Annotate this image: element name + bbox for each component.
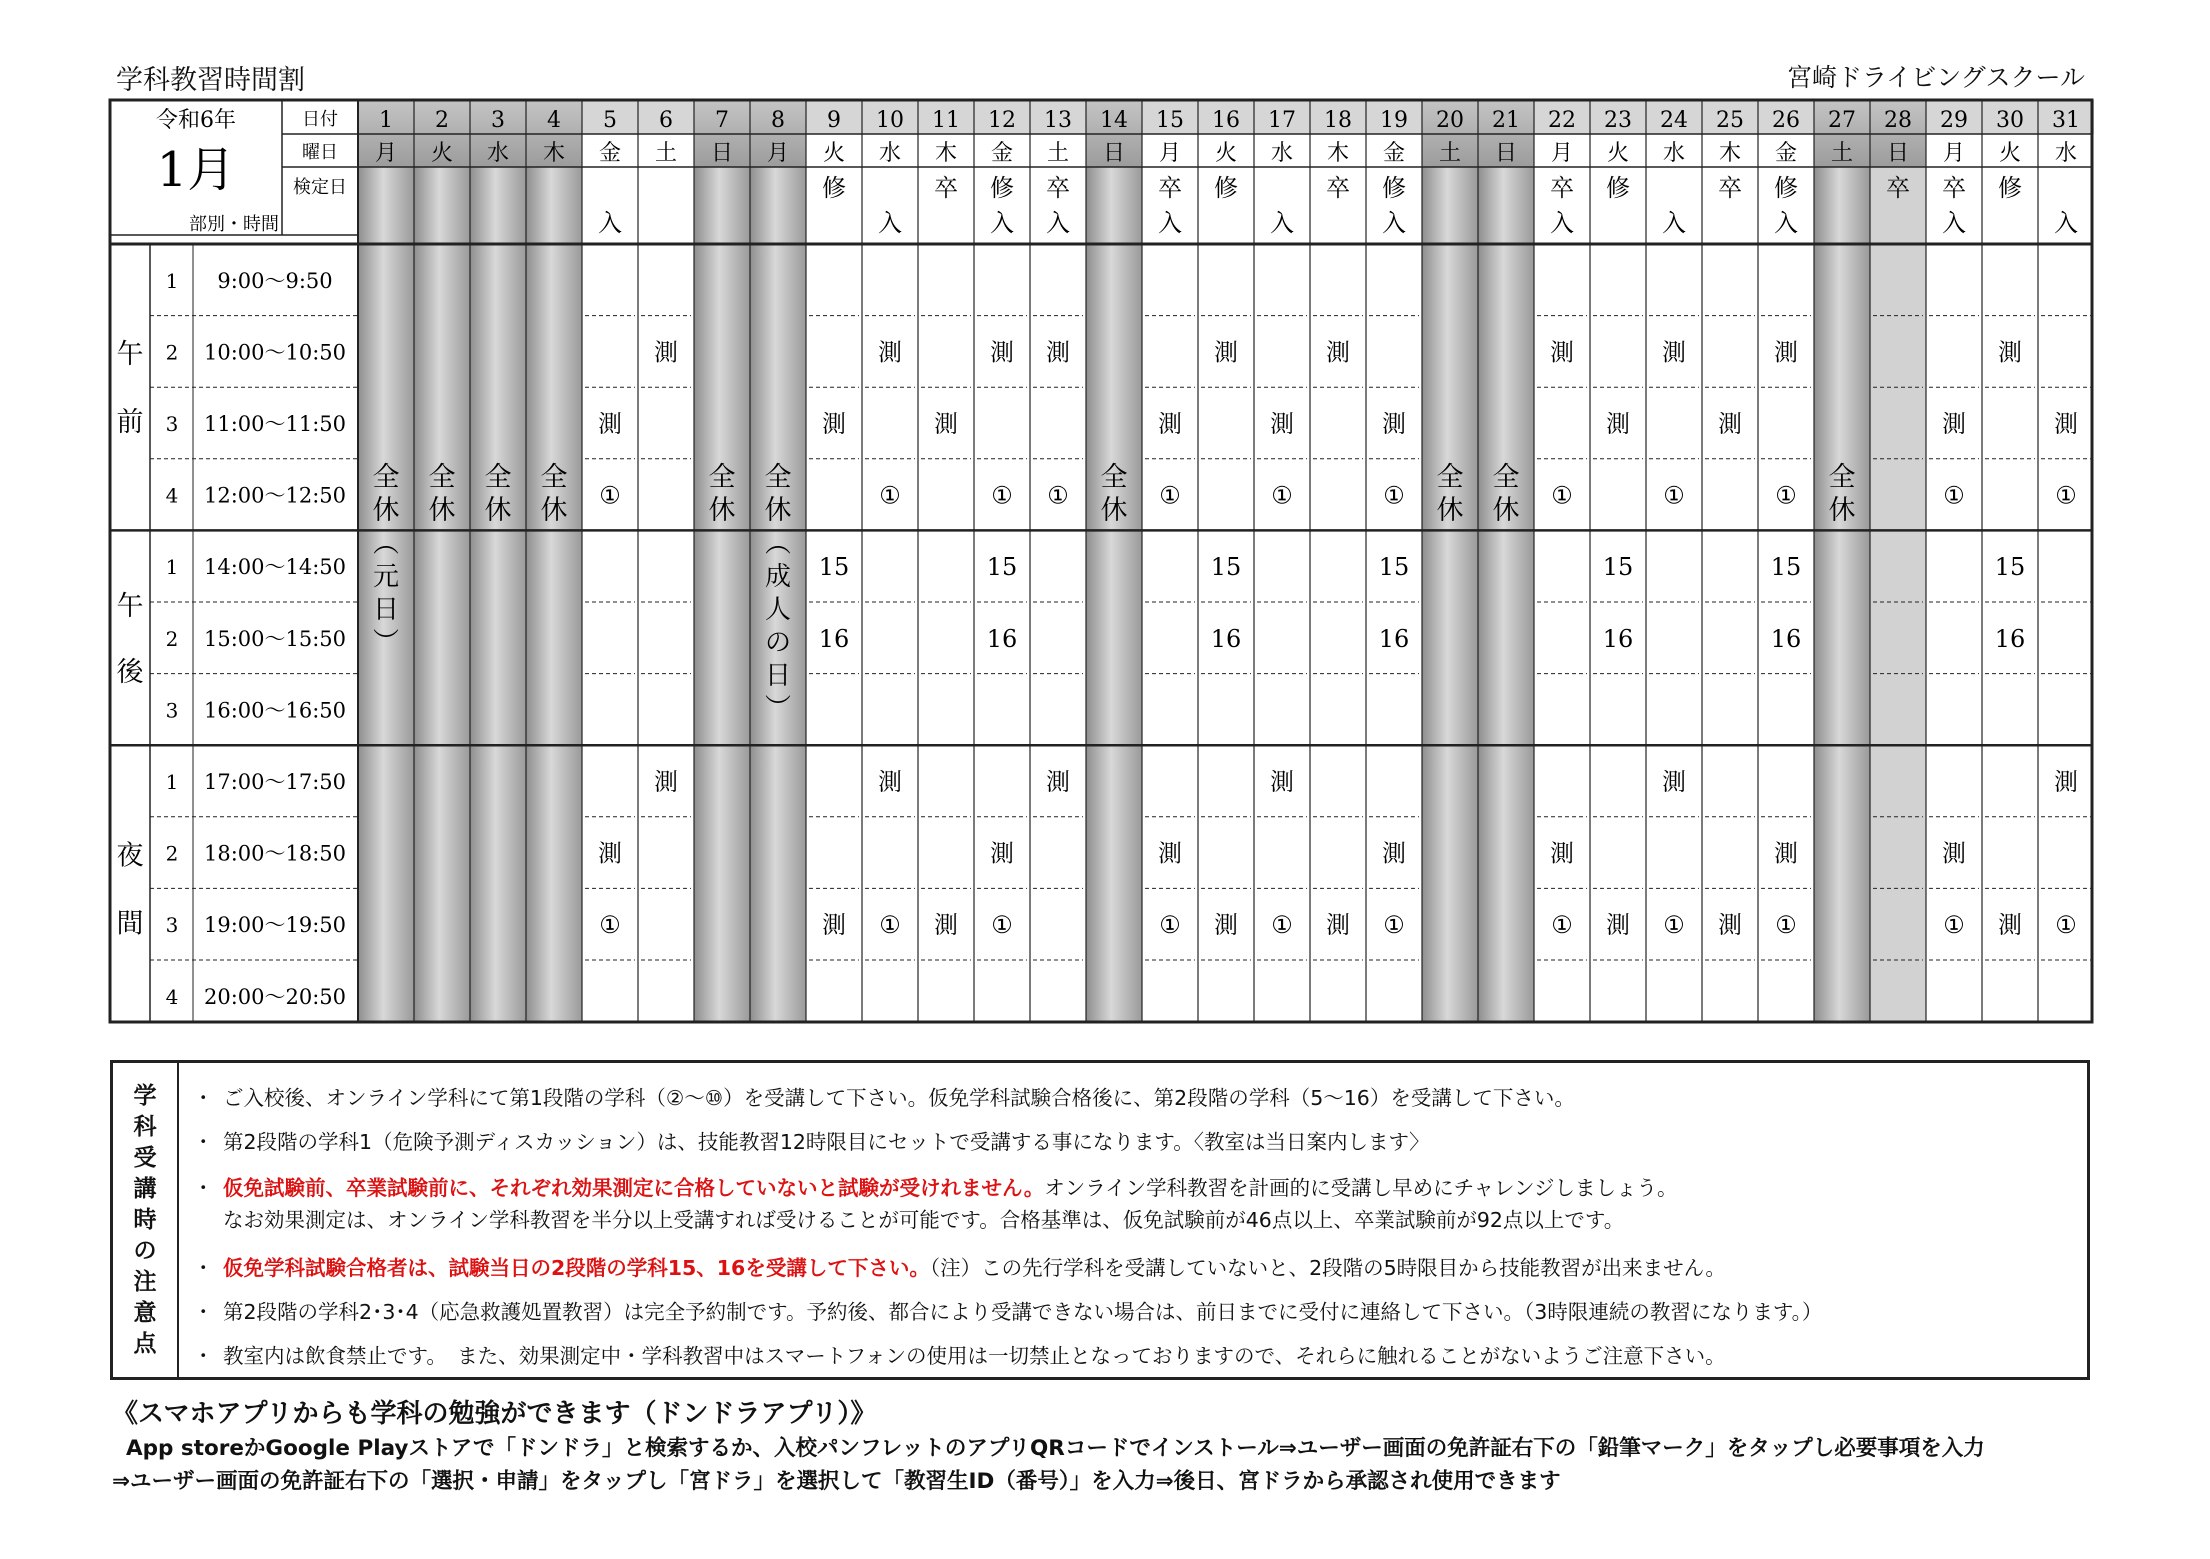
exam-mark-top: 修 [1774,174,1798,202]
era-label: 令和6年 [156,108,236,133]
period-number: 3 [165,412,179,436]
date-number: 14 [1100,108,1128,133]
note-text: なお効果測定は、オンライン学科教習を半分以上受講すれば受けることが可能です。合格基準は、仮免試験前が46点以上、卒業試験前が92点以上です。 [223,1208,1625,1232]
holiday-name-char: 元 [372,562,400,592]
closed-label-char: 全 [1828,462,1856,493]
exam-mark-bottom: 入 [2054,209,2078,237]
lesson-mark: 15 [1994,553,2026,582]
weekday-label: 金 [990,141,1014,166]
date-number: 17 [1268,108,1296,133]
exam-mark-top: 卒 [1158,174,1182,202]
notes-side-char: 時 [133,1206,157,1233]
holiday-column-shade [694,167,750,1022]
weekday-label: 月 [766,141,790,166]
lesson-mark: 測 [1046,338,1070,367]
holiday-name-char: 人 [764,595,792,625]
weekday-label: 木 [1718,141,1742,166]
lesson-mark: 測 [1942,839,1966,868]
weekday-label: 月 [1942,141,1966,166]
holiday-name-char: 日 [372,595,400,625]
lesson-mark: ① [879,481,901,510]
school-name: 宮崎ドライビングスクール [1786,63,2085,92]
weekday-label: 水 [878,141,902,166]
lesson-mark: 16 [818,624,850,653]
exam-row-label: 検定日 [293,177,347,198]
notes-side-char: 点 [133,1330,157,1357]
date-row-label: 日付 [302,109,338,130]
lesson-mark: ① [1775,911,1797,940]
lesson-mark: 測 [990,839,1014,868]
holiday-column-shade [1086,167,1142,1022]
lesson-mark: 測 [1326,911,1350,940]
lesson-mark: 測 [1214,338,1238,367]
lesson-mark: 測 [934,410,958,438]
notes-side-char: 受 [133,1144,157,1171]
lesson-mark: 15 [818,553,850,582]
period-number: 1 [165,770,179,794]
weekday-label: 月 [1550,141,1574,166]
note-bullet: ・ [193,1300,214,1324]
exam-mark-top: 卒 [1942,174,1966,202]
lesson-mark: 測 [1998,911,2022,940]
lesson-mark: 測 [1550,839,1574,868]
lesson-mark: 測 [2054,768,2078,796]
period-time: 12:00～12:50 [203,483,347,508]
holiday-name-char: ︶ [764,694,792,724]
section-name-char: 前 [116,407,144,439]
lesson-mark: ① [1271,911,1293,940]
period-number: 3 [165,913,179,938]
holiday-name-char: ︵ [372,529,400,559]
notes-side-char: 学 [133,1082,157,1109]
lesson-mark: 16 [1770,624,1802,653]
weekday-label: 火 [1606,141,1630,166]
lesson-mark: 16 [1602,624,1634,653]
note-item [193,1081,1575,1111]
lesson-mark: ① [1775,481,1797,510]
lesson-mark: ① [2055,481,2077,510]
weekday-label: 木 [1326,141,1350,166]
section-name-char: 間 [116,908,144,940]
date-number: 11 [932,108,960,133]
lesson-mark: 測 [1942,410,1966,438]
date-number: 6 [659,108,673,133]
lesson-mark: 測 [1662,338,1686,367]
weekday-label: 金 [598,141,622,166]
lesson-mark: ① [991,911,1013,940]
closed-label-char: 休 [1100,495,1128,526]
exam-mark-top: 修 [1214,174,1238,202]
lesson-mark: 測 [822,911,846,940]
lesson-mark: 16 [986,624,1018,653]
holiday-column-shade [1814,167,1870,1022]
holiday-name-char: ︵ [764,529,792,559]
holiday-column-shade [1478,167,1534,1022]
lesson-mark: 16 [1210,624,1242,653]
date-number: 28 [1884,108,1912,133]
lesson-mark: 測 [822,410,846,438]
lesson-mark: 測 [878,768,902,796]
closed-label-char: 全 [1492,462,1520,493]
notes-side-char: の [133,1237,157,1264]
lesson-mark: 測 [1326,338,1350,367]
closed-label-char: 休 [1828,495,1856,526]
date-number: 5 [603,108,617,133]
period-time: 17:00～17:50 [203,770,347,794]
lesson-mark: 測 [654,338,678,367]
month-label: 1月 [156,142,236,198]
lesson-mark: 15 [1210,553,1242,582]
weekday-row-label: 曜日 [302,142,338,163]
note-item [193,1339,1726,1369]
lesson-mark: 測 [878,338,902,367]
note-text: 第2段階の学科1（危険予測ディスカッション）は、技能教習12時限目にセットで受講する事になります。〈教室は当日案内します〉 [223,1130,1430,1154]
lesson-mark: 測 [598,410,622,438]
lesson-mark: 15 [1602,553,1634,582]
lesson-mark: ① [1551,481,1573,510]
date-number: 27 [1828,108,1856,133]
lesson-mark: ① [1159,481,1181,510]
lesson-mark: 測 [1158,839,1182,868]
date-number: 22 [1548,108,1576,133]
holiday-column-shade [470,167,526,1022]
period-number: 2 [165,626,179,651]
weekday-label: 土 [654,141,678,166]
date-number: 21 [1492,108,1520,133]
note-warning-text: 仮免学科試験合格者は、試験当日の2段階の学科15、16を受講して下さい。 [223,1256,930,1280]
weekday-label: 火 [822,141,846,166]
period-time: 15:00～15:50 [203,626,347,651]
exam-mark-top: 修 [990,174,1014,202]
lesson-mark: 測 [1214,911,1238,940]
note-warning-text: 仮免試験前、卒業試験前に、それぞれ効果測定に合格していないと試験が受けれません。 [223,1176,1045,1200]
app-title: 《スマホアプリからも学科の勉強ができます（ドンドラアプリ）》 [112,1399,877,1429]
period-time: 14:00～14:50 [203,555,347,580]
lesson-mark: 測 [1606,410,1630,438]
closed-label-char: 休 [428,495,456,526]
weekday-label: 水 [1662,141,1686,166]
page-title: 学科教習時間割 [116,65,305,96]
weekday-label: 火 [430,141,454,166]
weekday-label: 土 [1046,141,1070,166]
date-number: 12 [988,108,1016,133]
exam-mark-bottom: 入 [1662,209,1686,237]
exam-mark-top: 卒 [1550,174,1574,202]
lesson-mark: 測 [1718,410,1742,438]
exam-mark-top: 修 [1998,174,2022,202]
lesson-mark: 測 [1382,410,1406,438]
note-bullet: ・ [193,1344,214,1368]
notes-side-char: 講 [133,1175,157,1202]
date-number: 30 [1996,108,2024,133]
holiday-name-char: ︶ [372,628,400,658]
exam-mark-top: 卒 [1718,174,1742,202]
lesson-mark: 15 [1770,553,1802,582]
lesson-mark: 16 [1994,624,2026,653]
section-time-label: 部別・時間 [189,214,279,235]
note-text: 教室内は飲食禁止です。 また、効果測定中・学科教習中はスマートフォンの使用は一切禁止となっておりますので、それらに触れることがないようご注意下さい。 [223,1344,1726,1368]
note-text: 第2段階の学科2･3･4（応急救護処置教習）は完全予約制です。予約後、都合により受講できない場合は、前日までに受付に連絡して下さい。（3時限連続の教習になります。） [223,1300,1823,1324]
lesson-mark: ① [2055,911,2077,940]
period-time: 11:00～11:50 [203,412,347,436]
closed-label-char: 全 [764,462,792,493]
app-instruction-line-2: ⇒ユーザー画面の免許証右下の「選択・申請」をタップし「宮ドラ」を選択して「教習生ID（番号）」を入力⇒後日、宮ドラから承認され使用できます [112,1469,1561,1494]
notes-side-title [113,1063,179,1377]
lesson-mark: 測 [990,338,1014,367]
lesson-mark: ① [1663,911,1685,940]
exam-mark-bottom: 入 [1158,209,1182,237]
lesson-mark: 測 [2054,410,2078,438]
exam-mark-top: 卒 [1326,174,1350,202]
period-number: 2 [165,340,179,365]
date-number: 20 [1436,108,1464,133]
weekday-label: 土 [1830,141,1854,166]
section-name-char: 午 [116,339,144,371]
period-time: 20:00～20:50 [203,984,347,1009]
closed-label-char: 休 [1492,495,1520,526]
closed-label-char: 休 [372,495,400,526]
lesson-mark: 15 [1378,553,1410,582]
closed-label-char: 休 [708,495,736,526]
exam-mark-bottom: 入 [1942,209,1966,237]
lesson-mark: 測 [598,839,622,868]
date-number: 4 [547,108,561,133]
lesson-mark: ① [1383,911,1405,940]
lesson-mark: 測 [654,768,678,796]
date-number: 19 [1380,108,1408,133]
section-name-char: 夜 [116,840,144,872]
weekday-label: 日 [710,141,734,166]
period-number: 1 [165,555,179,580]
holiday-name-char: 成 [764,562,792,592]
closed-label-char: 全 [540,462,568,493]
lesson-mark: 測 [1998,338,2022,367]
weekday-label: 日 [1494,141,1518,166]
section-name-char: 後 [116,656,144,688]
exam-mark-top: 卒 [934,174,958,202]
app-instruction-line-1: App storeかGoogle Playストアで「ドンドラ」と検索するか、入校パンフレットのアプリQRコードでインストール⇒ユーザー画面の免許証右下の「鉛筆マーク」をタップし必要事項を入力 [126,1436,1985,1461]
weekday-label: 月 [374,141,398,166]
lesson-mark: 測 [1382,839,1406,868]
period-time: 16:00～16:50 [203,698,347,723]
date-number: 16 [1212,108,1240,133]
holiday-name-char: の [764,628,792,658]
closed-label-char: 全 [372,462,400,493]
note-item [193,1171,1677,1201]
holiday-column-shade [414,167,470,1022]
lesson-mark: 測 [1774,839,1798,868]
note-text: オンライン学科教習を計画的に受講し早めにチャレンジしましょう。 [1044,1176,1678,1200]
lesson-mark: 測 [1662,768,1686,796]
date-number: 24 [1660,108,1688,133]
period-number: 2 [165,841,179,866]
weekday-label: 土 [1438,141,1462,166]
date-number: 10 [876,108,904,133]
lesson-mark: ① [1271,481,1293,510]
date-number: 13 [1044,108,1072,133]
note-bullet: ・ [193,1176,214,1200]
period-number: 4 [165,984,179,1009]
lesson-mark: ① [599,911,621,940]
lesson-mark: ① [1551,911,1573,940]
exam-mark-top: 修 [822,174,846,202]
lesson-mark: 測 [1606,911,1630,940]
note-bullet: ・ [193,1256,214,1280]
holiday-column-shade [1422,167,1478,1022]
exam-mark-bottom: 入 [990,209,1014,237]
note-item [193,1125,1430,1155]
lesson-mark: ① [879,911,901,940]
lesson-mark: 測 [1270,768,1294,796]
note-text: ご入校後、オンライン学科にて第1段階の学科（②～⑩）を受講して下さい。仮免学科試験合格後に、第2段階の学科（5～16）を受講して下さい。 [223,1086,1575,1110]
lesson-mark: 測 [1774,338,1798,367]
exam-mark-bottom: 入 [598,209,622,237]
exam-mark-top: 修 [1382,174,1406,202]
exam-mark-top: 修 [1606,174,1630,202]
weekday-label: 水 [486,141,510,166]
date-number: 18 [1324,108,1352,133]
date-number: 29 [1940,108,1968,133]
lesson-mark: ① [1663,481,1685,510]
notes-side-char: 科 [133,1113,157,1140]
weekday-label: 火 [1998,141,2022,166]
date-number: 3 [491,108,505,133]
date-number: 2 [435,108,449,133]
date-number: 9 [827,108,841,133]
section-name-char: 午 [116,590,144,622]
closed-label-char: 休 [764,495,792,526]
date-number: 26 [1772,108,1800,133]
closed-label-char: 全 [1436,462,1464,493]
date-number: 7 [715,108,729,133]
period-number: 4 [165,483,179,508]
date-number: 23 [1604,108,1632,133]
note-item [193,1251,1726,1281]
lesson-mark: 測 [1046,768,1070,796]
weekday-label: 金 [1774,141,1798,166]
lesson-mark: 測 [1270,410,1294,438]
date-number: 1 [379,108,393,133]
closed-label-char: 休 [1436,495,1464,526]
closed-label-char: 休 [540,495,568,526]
closed-label-char: 休 [484,495,512,526]
weekday-label: 日 [1886,141,1910,166]
weekday-label: 水 [1270,141,1294,166]
lesson-mark: ① [599,481,621,510]
closed-label-char: 全 [484,462,512,493]
date-number: 15 [1156,108,1184,133]
period-time: 10:00～10:50 [203,340,347,365]
exam-mark-bottom: 入 [1774,209,1798,237]
lesson-mark: 16 [1378,624,1410,653]
exam-mark-bottom: 入 [1382,209,1406,237]
shaded-column [1870,167,1926,1022]
notes-side-char: 注 [133,1268,157,1295]
note-item [193,1295,1822,1325]
lesson-mark: ① [991,481,1013,510]
date-number: 31 [2052,108,2080,133]
lesson-mark: ① [1943,911,1965,940]
period-number: 3 [165,698,179,723]
note-bullet: ・ [193,1130,214,1154]
lesson-mark: ① [1383,481,1405,510]
exam-mark-bottom: 入 [1550,209,1574,237]
lesson-mark: ① [1943,481,1965,510]
weekday-label: 水 [2054,141,2078,166]
weekday-label: 金 [1382,141,1406,166]
lesson-mark: 測 [934,911,958,940]
holiday-column-shade [526,167,582,1022]
period-time: 18:00～18:50 [203,841,347,866]
note-item [193,1203,1624,1233]
lesson-mark: ① [1047,481,1069,510]
closed-label-char: 全 [708,462,736,493]
exam-mark-top: 卒 [1046,174,1070,202]
note-bullet: ・ [193,1086,214,1110]
lesson-mark: 測 [1550,338,1574,367]
holiday-name-char: 日 [764,661,792,691]
weekday-label: 木 [542,141,566,166]
exam-mark-bottom: 入 [1270,209,1294,237]
period-time: 19:00～19:50 [203,913,347,938]
weekday-label: 木 [934,141,958,166]
weekday-label: 月 [1158,141,1182,166]
weekday-label: 日 [1102,141,1126,166]
date-number: 8 [771,108,785,133]
exam-mark-bottom: 入 [1046,209,1070,237]
notes-side-char: 意 [133,1299,157,1326]
lesson-mark: 測 [1158,410,1182,438]
lesson-mark: ① [1159,911,1181,940]
notes-box [110,1060,2090,1380]
date-number: 25 [1716,108,1744,133]
lesson-mark: 測 [1718,911,1742,940]
period-time: 9:00～9:50 [217,268,333,293]
note-text: （注）この先行学科を受講していないと、2段階の5時限目から技能教習が出来ません。 [929,1256,1726,1280]
exam-mark-bottom: 入 [878,209,902,237]
lesson-mark: 15 [986,553,1018,582]
period-number: 1 [165,268,179,293]
closed-label-char: 全 [428,462,456,493]
exam-mark-top: 卒 [1886,174,1910,202]
closed-label-char: 全 [1100,462,1128,493]
weekday-label: 火 [1214,141,1238,166]
